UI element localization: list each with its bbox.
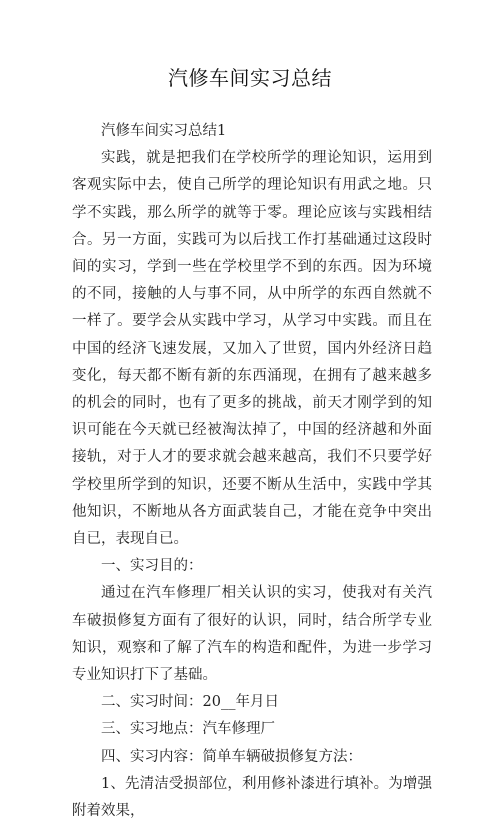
- body-paragraph: 1、先清洁受损部位，利用修补漆进行填补。为增强附着效果，: [72, 775, 432, 820]
- body-paragraph: 实践，就是把我们在学校所学的理论知识，运用到客观实际中去，使自己所学的理论知识有用武之地。只学不实践，那么所学的就等于零。理论应该与实践相结合。另一方面，实践可为以后找工作打基础通过这段时间的实习，学到一些在学校里学不到的东西。因为环境的不同，接触的人与事不同，从中所学的东西自然就不一样了。要学会从实践中学习，从学习中实践。而且在中国的经济飞速发展，又加入了世贸，国内外经济日趋变化，每天都不断有新的东西涌现，在拥有了越来越多的机会的同时，也有了更多的挑战，前天才刚学到的知识可能在今天就已经被淘汰掉了，中国的经济越和外面接轨，对于人才的要求就会越来越高，我们不只要学好学校里所学到的知识，还要不断从生活中，实践中学其他知识，不断地从各方面武装自己，才能在竞争中突出自已，表现自已。: [72, 150, 432, 548]
- body-paragraph: 通过在汽车修理厂相关认识的实习，使我对有关汽车破损修复方面有了很好的认识，同时，结合所学专业知识，观察和了解了汽车的构造和配件，为进一步学习专业知识打下了基础。: [72, 585, 432, 684]
- document-body: [72, 118, 432, 825]
- section-heading: 二、实习时间：20__年月日: [101, 694, 279, 711]
- section-heading: 四、实习内容：简单车辆破损修复方法：: [101, 748, 362, 765]
- document-title: 汽修车间实习总结: [168, 66, 332, 90]
- section-heading: 汽修车间实习总结1: [101, 123, 227, 139]
- section-heading: 三、实习地点：汽车修理厂: [101, 721, 275, 738]
- section-heading: 一、实习目的：: [101, 558, 203, 575]
